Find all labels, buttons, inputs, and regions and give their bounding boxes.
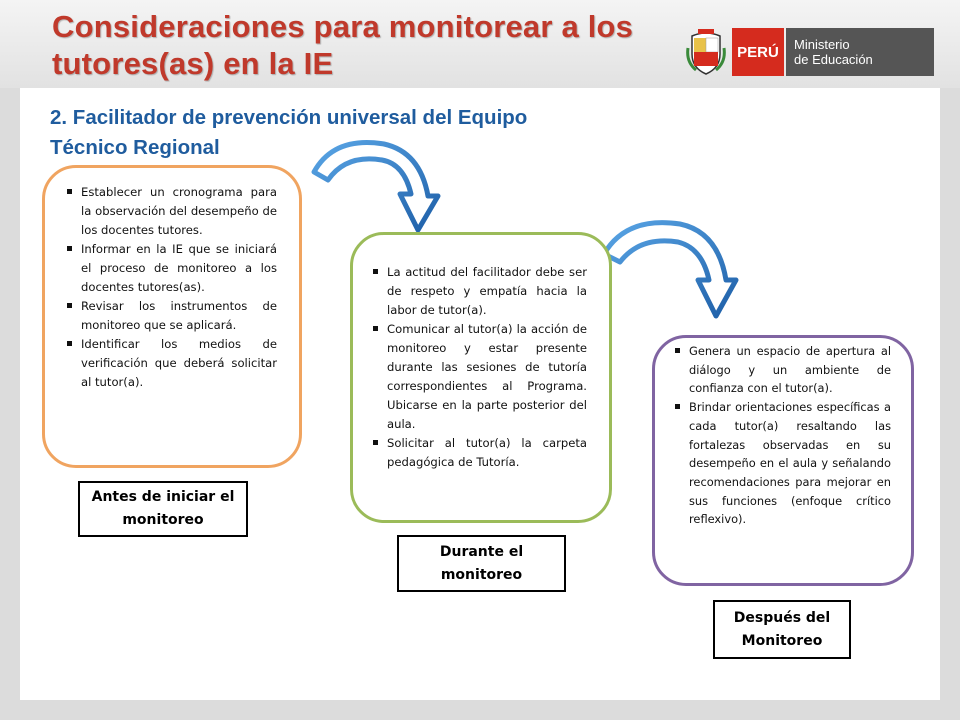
- after-monitoring-list: [675, 342, 891, 529]
- bullet-icon: [675, 404, 680, 409]
- bullet-icon: [67, 303, 72, 308]
- before-monitoring-label: Antes de iniciar el monitoreo: [78, 481, 248, 537]
- coat-of-arms-icon: [686, 28, 726, 76]
- ministry-line-2: de Educación: [794, 52, 873, 67]
- before-monitoring-list: [67, 183, 277, 392]
- list-item: Brindar orientaciones específicas a cada tutor(a) resaltando las fortalezas observadas en su desempeño en el aula y señalando recomendaciones para mejorar en sus funciones (enfoque crítico reflexivo).: [675, 398, 891, 529]
- bullet-icon: [67, 246, 72, 251]
- list-item: Identificar los medios de verificación que deberá solicitar al tutor(a).: [67, 335, 277, 392]
- bullet-icon: [67, 341, 72, 346]
- peru-badge: PERÚ: [732, 28, 784, 76]
- list-item: Comunicar al tutor(a) la acción de monitoreo y estar presente durante las sesiones de tutoría correspondientes al Programa. Ubicarse en la parte posterior del aula.: [373, 320, 587, 434]
- list-item: Genera un espacio de apertura al diálogo y un ambiente de confianza con el tutor(a).: [675, 342, 891, 398]
- slide-title: Consideraciones para monitorear a los tutores(as) en la IE: [52, 9, 634, 81]
- curved-arrow-icon: [592, 214, 752, 320]
- after-monitoring-card: [652, 335, 914, 586]
- ministry-name: [786, 28, 934, 76]
- curved-arrow-icon: [300, 134, 450, 234]
- section-subtitle: 2. Facilitador de prevención universal del Equipo Técnico Regional: [50, 106, 528, 159]
- ministry-logo: [686, 28, 934, 76]
- during-monitoring-label: Durante el monitoreo: [397, 535, 566, 592]
- bullet-icon: [373, 269, 378, 274]
- after-monitoring-label: Después del Monitoreo: [713, 600, 851, 659]
- list-item: Establecer un cronograma para la observación del desempeño de los docentes tutores.: [67, 183, 277, 240]
- bullet-icon: [675, 348, 680, 353]
- ministry-line-1: Ministerio: [794, 37, 850, 52]
- before-monitoring-card: [42, 165, 302, 468]
- list-item: Informar en la IE que se iniciará el proceso de monitoreo a los docentes tutores(as).: [67, 240, 277, 297]
- bullet-icon: [67, 189, 72, 194]
- list-item: La actitud del facilitador debe ser de respeto y empatía hacia la labor de tutor(a).: [373, 263, 587, 320]
- during-monitoring-card: [350, 232, 612, 523]
- bullet-icon: [373, 326, 378, 331]
- during-monitoring-list: [373, 263, 587, 472]
- list-item: Revisar los instrumentos de monitoreo que se aplicará.: [67, 297, 277, 335]
- list-item: Solicitar al tutor(a) la carpeta pedagógica de Tutoría.: [373, 434, 587, 472]
- bullet-icon: [373, 440, 378, 445]
